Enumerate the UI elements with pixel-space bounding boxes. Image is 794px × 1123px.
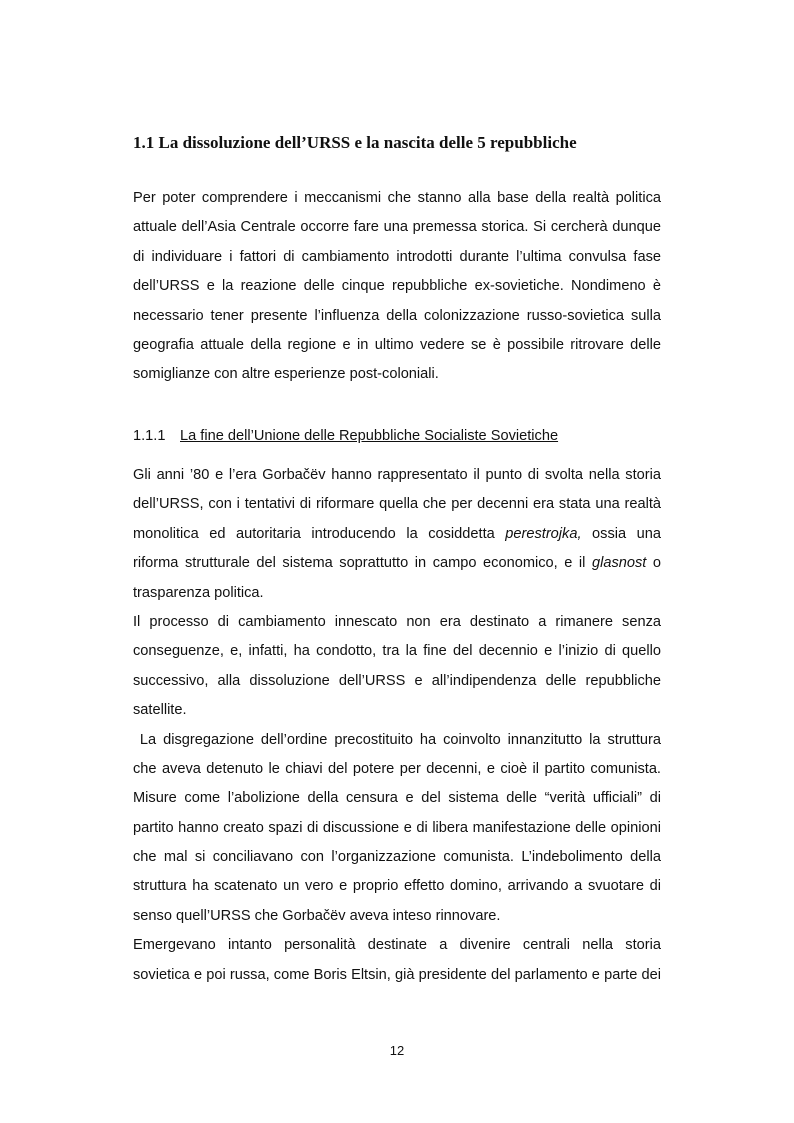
italic-term-glasnost: glasnost (591, 555, 647, 572)
subsection-number: 1.1.1 (133, 428, 166, 444)
text-line: necessario tener presente l’influenza della colonizzazione russo-sovietica sulla (133, 307, 661, 324)
text-line (133, 520, 661, 549)
text-run: riforma strutturale del sistema soprattutto in campo economico, e il (133, 555, 592, 572)
text-line: somiglianze con altre esperienze post-coloniali. (133, 366, 439, 383)
text-line: geografia attuale della regione e in ultimo vedere se è possibile ritrovare delle (133, 336, 661, 353)
text-line: dell’URSS e la reazione delle cinque repubbliche ex-sovietiche. Nondimeno è (133, 278, 661, 295)
text-line: partito hanno creato spazi di discussione e di libera manifestazione delle opinioni (133, 819, 661, 836)
text-line: conseguenze, e, infatti, ha condotto, tra la fine del decennio e l’inizio di quello (133, 643, 661, 660)
text-line: di individuare i fattori di cambiamento introdotti durante l’ultima convulsa fase (133, 248, 661, 265)
subsection-heading (133, 425, 558, 447)
section-heading: 1.1 La dissoluzione dell’URSS e la nascita delle 5 repubbliche (133, 133, 577, 152)
text-line: La disgregazione dell’ordine precostituito ha coinvolto innanzitutto la struttura (133, 731, 661, 748)
text-line: senso quell’URSS che Gorbačëv aveva inteso rinnovare. (133, 907, 501, 924)
text-line: Per poter comprendere i meccanismi che stanno alla base della realtà politica (133, 190, 661, 206)
text-line: attuale dell’Asia Centrale occorre fare una premessa storica. Si cercherà dunque (133, 219, 661, 236)
text-line: struttura ha scatenato un vero e proprio effetto domino, arrivando a svuotare di (133, 878, 661, 895)
text-line: Il processo di cambiamento innescato non era destinato a rimanere senza (133, 613, 661, 630)
text-line (133, 549, 661, 578)
body-paragraphs (133, 461, 661, 990)
text-run: monolitica ed autoritaria introducendo la cosiddetta (133, 525, 506, 542)
text-line: Emergevano intanto personalità destinate a divenire centrali nella storia (133, 937, 661, 954)
text-run: o (646, 555, 662, 572)
subsection-title: La fine dell’Unione delle Repubbliche Socialiste Sovietiche (180, 428, 559, 444)
italic-term-perestrojka: perestrojka, (505, 525, 582, 542)
text-line: dell’URSS, con i tentativi di riformare quella che per decenni era stata una realtà (133, 496, 661, 513)
page-number: 12 (389, 1043, 405, 1058)
text-line: Gli anni ’80 e l’era Gorbačëv hanno rappresentato il punto di svolta nella storia (133, 467, 661, 483)
text-line: Misure come l’abolizione della censura e del sistema delle “verità ufficiali” di (133, 790, 661, 807)
text-line: che aveva detenuto le chiavi del potere per decenni, e cioè il partito comunista. (133, 760, 661, 777)
text-line: successivo, alla dissoluzione dell’URSS e all’indipendenza delle repubbliche (133, 672, 661, 689)
text-line: sovietica e poi russa, come Boris Eltsin, già presidente del parlamento e parte dei (133, 966, 661, 983)
text-line: che mal si conciliavano con l’organizzazione comunista. L’indebolimento della (133, 849, 661, 866)
text-line: satellite. (133, 702, 187, 719)
intro-paragraph (133, 184, 661, 390)
text-run: ossia una (581, 525, 661, 542)
text-line: trasparenza politica. (133, 584, 264, 601)
